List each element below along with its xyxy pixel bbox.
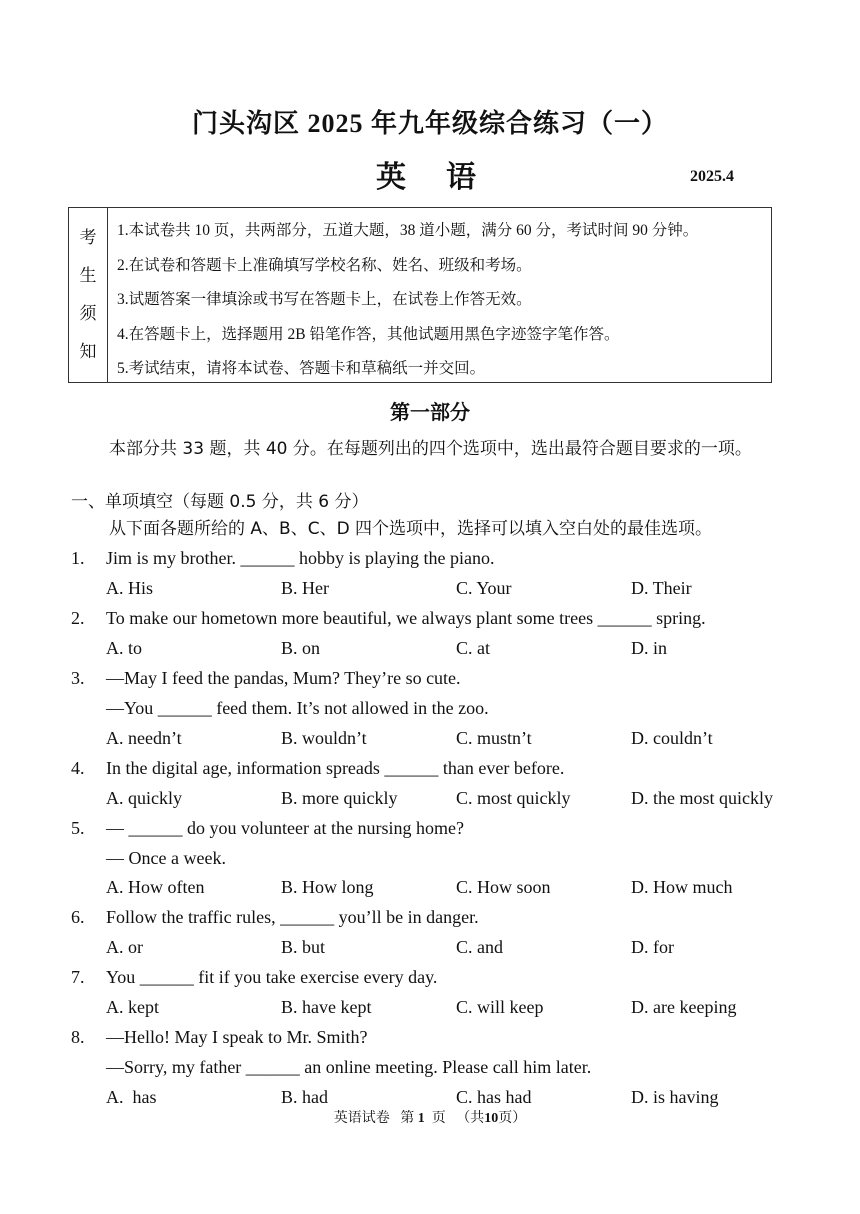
answer-option-d: D. the most quickly xyxy=(631,787,773,808)
question-text: Jim is my brother. ______ hobby is playing the piano. xyxy=(106,548,495,568)
answer-option-c: C. and xyxy=(456,937,503,958)
answer-option-a: A. kept xyxy=(106,997,159,1018)
question-text: — ______ do you volunteer at the nursing home? xyxy=(106,817,464,838)
answer-option-a: A. or xyxy=(106,937,143,958)
answer-option-b: B. had xyxy=(281,1087,328,1108)
question-number: 7. xyxy=(71,967,85,988)
answer-option-c: C. has had xyxy=(456,1087,532,1108)
notice-items xyxy=(108,208,771,382)
candidate-notice-box xyxy=(68,207,772,383)
part-intro: 本部分共 33 题，共 40 分。在每题列出的四个选项中，选出最符合题目要求的一项。 xyxy=(109,439,752,459)
question-text: To make our hometown more beautiful, we always plant some trees ______ spring. xyxy=(106,607,706,628)
answer-option-d: D. How much xyxy=(631,877,733,898)
notice-label-char: 考 xyxy=(79,228,97,247)
answer-option-a: A. to xyxy=(106,637,142,658)
notice-item: 4.在答题卡上，选择题用 2B 铅笔作答，其他试题用黑色字迹签字笔作答。 xyxy=(117,325,620,343)
answer-option-b: B. but xyxy=(281,937,326,958)
answer-option-c: C. How soon xyxy=(456,877,551,898)
answer-option-a: A. quickly xyxy=(106,787,182,808)
question-text: —May I feed the pandas, Mum? They’re so cute. xyxy=(106,667,461,688)
answer-option-c: C. will keep xyxy=(456,997,544,1018)
answer-option-c: C. mustn’t xyxy=(456,727,532,748)
answer-option-b: B. wouldn’t xyxy=(281,727,367,748)
answer-option-b: B. on xyxy=(281,637,321,658)
footer-page-unit: 页 xyxy=(431,1111,446,1126)
footer-total-open: （共 xyxy=(456,1111,485,1126)
notice-label-char: 知 xyxy=(79,342,97,361)
notice-label-char: 生 xyxy=(79,266,97,285)
answer-option-b: B. Her xyxy=(281,577,329,598)
question-text: — Once a week. xyxy=(106,847,226,868)
notice-item: 3.试题答案一律填涂或书写在答题卡上，在试卷上作答无效。 xyxy=(117,291,532,308)
notice-label xyxy=(69,208,108,382)
answer-option-d: D. for xyxy=(631,937,674,958)
answer-option-b: B. How long xyxy=(281,877,374,898)
answer-option-b: B. have kept xyxy=(281,997,372,1018)
answer-option-c: C. most quickly xyxy=(456,787,571,808)
question-text: —You ______ feed them. It’s not allowed in the zoo. xyxy=(106,697,489,718)
footer-total-pages: 10 xyxy=(484,1111,499,1126)
question-number: 4. xyxy=(71,757,85,778)
footer-page-number: 1 xyxy=(417,1111,425,1126)
answer-option-b: B. more quickly xyxy=(281,787,398,808)
answer-option-c: C. at xyxy=(456,637,490,658)
section-instruction: 从下面各题所给的 A、B、C、D 四个选项中，选择可以填入空白处的最佳选项。 xyxy=(109,519,713,539)
question-text: —Hello! May I speak to Mr. Smith? xyxy=(106,1027,368,1048)
notice-item: 1.本试卷共 10 页，共两部分，五道大题，38 道小题，满分 60 分，考试时间 90 分钟。 xyxy=(117,222,699,239)
question-number: 2. xyxy=(71,607,85,628)
footer-page-label: 第 xyxy=(400,1111,415,1126)
exam-date: 2025.4 xyxy=(690,168,734,185)
notice-item: 5.考试结束，请将本试卷、答题卡和草稿纸一并交回。 xyxy=(117,360,486,377)
answer-option-d: D. couldn’t xyxy=(631,727,713,748)
exam-title: 门头沟区 2025 年九年级综合练习（一） xyxy=(191,109,668,138)
notice-item: 2.在试卷和答题卡上准确填写学校名称、姓名、班级和考场。 xyxy=(117,256,532,274)
answer-option-a: A. has xyxy=(106,1087,157,1108)
answer-option-d: D. is having xyxy=(631,1087,719,1108)
question-number: 1. xyxy=(71,548,85,568)
answer-option-a: A. needn’t xyxy=(106,727,182,748)
footer-prefix: 英语试卷 xyxy=(333,1111,390,1126)
question-text: You ______ fit if you take exercise every day. xyxy=(106,967,438,988)
question-number: 5. xyxy=(71,817,85,838)
question-text: In the digital age, information spreads ______ than ever before. xyxy=(106,757,565,778)
section-heading: 一、单项填空（每题 0.5 分，共 6 分） xyxy=(71,492,369,512)
question-text: —Sorry, my father ______ an online meeting. Please call him later. xyxy=(106,1057,592,1078)
question-number: 3. xyxy=(71,667,85,688)
question-text: Follow the traffic rules, ______ you’ll be in danger. xyxy=(106,907,479,928)
subject-title: 英语 xyxy=(376,161,516,194)
answer-option-d: D. are keeping xyxy=(631,997,737,1018)
answer-option-c: C. Your xyxy=(456,577,512,598)
question-number: 6. xyxy=(71,907,85,928)
answer-option-a: A. His xyxy=(106,577,154,598)
answer-option-d: D. in xyxy=(631,637,667,658)
page-footer xyxy=(0,1107,860,1127)
answer-option-d: D. Their xyxy=(631,577,692,598)
part-title: 第一部分 xyxy=(390,400,470,424)
question-number: 8. xyxy=(71,1027,85,1048)
footer-total-close: 页） xyxy=(498,1111,527,1126)
answer-option-a: A. How often xyxy=(106,877,205,898)
notice-label-char: 须 xyxy=(79,304,97,323)
